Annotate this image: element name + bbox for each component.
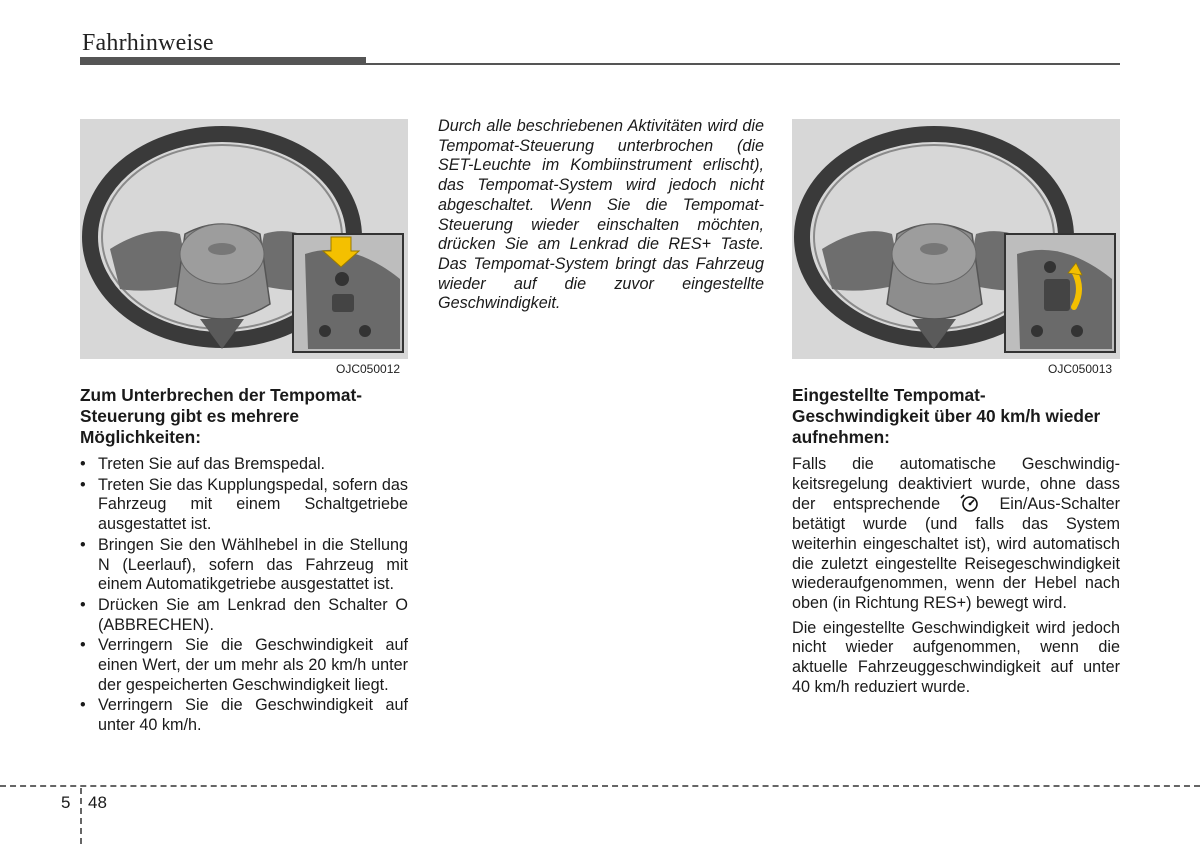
left-column — [80, 385, 408, 737]
middle-note: Durch alle beschriebenen Aktivitäten wird die Tempomat-Steuerung unterbrochen (die SET-Leuchte im Kombiinstrument erlischt), das Tempomat-System wird jedoch nicht abgeschaltet. Wenn Sie die Tempomat-Steuerung wieder einschalten möchten, drücken Sie am Lenkrad die RES+ Taste. Das Tempomat-System bringt das Fahrzeug wieder auf die zuvor eingestellte Geschwindigkeit. — [438, 117, 764, 313]
list-item: • Drücken Sie am Lenkrad den Schalter O (ABBRECHEN). — [80, 596, 408, 635]
right-column — [792, 385, 1120, 702]
header-rule-thick — [80, 57, 366, 65]
resume-paragraph — [792, 455, 1120, 614]
left-heading: Zum Unterbrechen der Tempomat-Steuerung gibt es mehrere Möglichkeiten: — [80, 385, 362, 447]
footer-dashed-line — [0, 785, 1200, 787]
resume-paragraph-part1: Falls die automatische Geschwindigkeitsregelung deaktiviert wurde, ohne dass der entsprechende — [792, 455, 1120, 514]
steering-wheel-figure-2 — [792, 119, 1120, 359]
steering-wheel-figure-1 — [80, 119, 408, 359]
list-item: • Bringen Sie den Wählhebel in die Stellung N (Leerlauf), sofern das Fahrzeug mit einem Automatikgetriebe ausgestattet ist. — [80, 536, 408, 595]
page-header-title: Fahrhinweise — [82, 30, 214, 56]
list-item: • Treten Sie auf das Bremspedal. — [80, 455, 408, 475]
speed-limit-paragraph: Die eingestellte Geschwindigkeit wird jedoch nicht wieder aufgenommen, wenn die aktuelle Fahrzeuggeschwindigkeit auf unter 40 km/h reduziert wurde. — [792, 618, 1120, 696]
footer-vertical-dash — [80, 788, 82, 844]
interrupt-options-list — [80, 455, 408, 736]
list-item: • Verringern Sie die Geschwindigkeit auf unter 40 km/h. — [80, 696, 408, 735]
cruise-control-icon — [960, 494, 980, 512]
figure-1-code: OJC050012 — [336, 362, 401, 376]
page-number: 48 — [88, 793, 107, 812]
header-rule-thin — [366, 63, 1120, 65]
steering-wheel-illustration-2 — [792, 119, 1120, 359]
resume-paragraph-part2: Ein/Aus-Schalter betätigt wurde (und falls das System weiterhin eingeschaltet ist), wird automatisch die zuletzt eingestellte Reisegeschwindigkeit wiederaufgenommen, wenn der Hebel nach oben (in Richtung RES+) bewegt wird. — [792, 495, 1121, 612]
list-item: • Verringern Sie die Geschwindigkeit auf einen Wert, der um mehr als 20 km/h unter der gespeicherten Geschwindigkeit liegt. — [80, 636, 408, 695]
chapter-number: 5 — [61, 793, 71, 812]
figure-2-code: OJC050013 — [1048, 362, 1113, 376]
list-item: • Treten Sie das Kupplungspedal, sofern das Fahrzeug mit einem Schaltgetriebe ausgestattet ist. — [80, 476, 408, 535]
steering-wheel-illustration-1 — [80, 119, 408, 359]
right-heading: Eingestellte Tempomat-Geschwindigkeit über 40 km/h wieder aufnehmen: — [792, 385, 1101, 447]
